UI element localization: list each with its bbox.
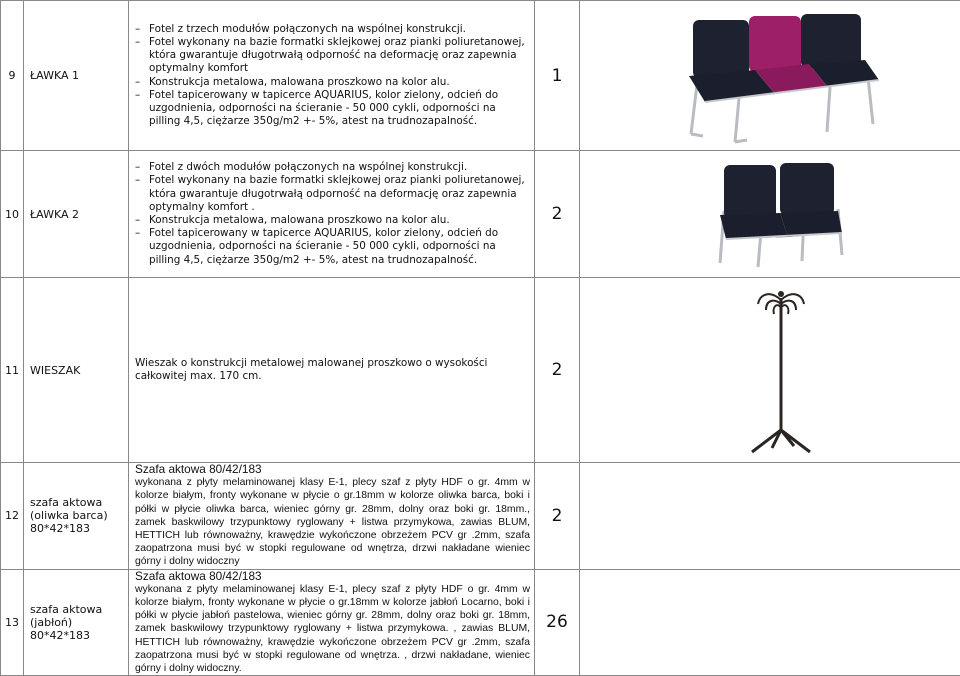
bullet-item: – Konstrukcja metalowa, malowana proszkowo na kolor alu. <box>135 214 530 227</box>
row-number: 10 <box>1 151 24 278</box>
bullet-item: – Fotel z trzech modułów połączonych na wspólnej konstrukcji. <box>135 23 530 36</box>
item-name: WIESZAK <box>24 278 129 463</box>
row-number: 9 <box>1 1 24 151</box>
three-seat-bench-photo <box>681 6 881 146</box>
product-image-cell <box>580 569 960 676</box>
bullet-item: – Fotel tapicerowany w tapicerce AQUARIUS, kolor zielony, odcień do uzgodnienia, odporności na ścieranie - 50 000 cykli, odporności na pilling 4,5, ciężarze 350g/m2 +- 5%, atest na trudnozapalność. <box>135 89 530 129</box>
item-description <box>129 1 535 151</box>
quantity: 26 <box>535 569 580 676</box>
bullet-item: – Fotel tapicerowany w tapicerce AQUARIUS, kolor zielony, odcień do uzgodnienia, odporności na ścieranie - 50 000 cykli, odporności na pilling 4,5, ciężarze 350g/m2 +- 5%, atest na trudnozapalność. <box>135 227 530 267</box>
item-name: ŁAWKA 2 <box>24 151 129 278</box>
table-row <box>1 569 960 676</box>
table-row <box>1 463 960 570</box>
quantity: 2 <box>535 278 580 463</box>
item-heading: Szafa aktowa 80/42/183 <box>135 570 530 583</box>
table-row <box>1 151 960 278</box>
item-text: wykonana z płyty melaminowanej klasy E-1, plecy szaf z płyty HDF o gr. 4mm w kolorze białym, fronty wykonane w płycie o gr.18mm w kolorze jabłoń Locarno, boki i półki w płycie jabłoń pastelowa, wieniec górny gr. 28mm, dolny oraz boki gr. 18mm, zamek baskwilowy trzypunktowy ryglowany + listwa przymykowa. , zawias BLUM, HETTICH lub równoważny, krawędzie wykończone obrzeżem PCV gr .2mm, szafa zaopatrzona musi być w stopki regulowane od wnętrza. , drzwi nakładane, wieniec górny i dolny widoczny. <box>135 583 530 675</box>
bullet-item: – Konstrukcja metalowa, malowana proszkowo na kolor alu. <box>135 76 530 89</box>
bullet-item: – Fotel wykonany na bazie formatki sklejkowej oraz pianki poliuretanowej, która gwarantuje długotrwałą odporność na deformację oraz zapewnia optymalny komfort <box>135 36 530 76</box>
item-description <box>129 569 535 676</box>
quantity: 2 <box>535 463 580 570</box>
item-heading: Szafa aktowa 80/42/183 <box>135 463 530 476</box>
item-description: Wieszak o konstrukcji metalowej malowanej proszkowo o wysokości całkowitej max. 170 cm. <box>129 278 535 463</box>
table-row <box>1 278 960 463</box>
coat-stand-photo <box>746 284 816 456</box>
quantity: 1 <box>535 1 580 151</box>
bullet-item: – Fotel wykonany na bazie formatki sklejkowej oraz pianki poliuretanowej, która gwarantuje długotrwałą odporność na deformację oraz zapewnia optymalny komfort . <box>135 174 530 214</box>
table-row <box>1 1 960 151</box>
quantity: 2 <box>535 151 580 278</box>
item-name: szafa aktowa (jabłoń) 80*42*183 <box>24 569 129 676</box>
product-image-cell <box>580 151 960 278</box>
product-image-cell <box>580 1 960 151</box>
item-description <box>129 463 535 570</box>
bullet-item: – Fotel z dwóch modułów połączonych na wspólnej konstrukcji. <box>135 161 530 174</box>
item-text: wykonana z płyty melaminowanej klasy E-1, plecy szaf z płyty HDF o gr. 4mm w kolorze białym, fronty wykonane w płycie o gr.18mm w kolorze oliwka barca, boki i półki w płycie oliwka barca, wieniec górny gr. 28mm, dolny oraz boki gr. 18mm., zamek baskwilowy trzypunktowy ryglowany + listwa przymykowa, zawias BLUM, HETTICH lub równoważny, krawędzie wykończone obrzeżem PCV gr .2mm, szafa zaopatrzona musi być w stopki regulowane od wnętrza, drzwi nakładane wieniec górny i dolny widoczny <box>135 476 530 568</box>
row-number: 12 <box>1 463 24 570</box>
product-image-cell <box>580 463 960 570</box>
two-seat-bench-photo <box>716 159 846 269</box>
item-description <box>129 151 535 278</box>
row-number: 13 <box>1 569 24 676</box>
item-name: szafa aktowa (oliwka barca) 80*42*183 <box>24 463 129 570</box>
product-image-cell <box>580 278 960 463</box>
row-number: 11 <box>1 278 24 463</box>
item-name: ŁAWKA 1 <box>24 1 129 151</box>
